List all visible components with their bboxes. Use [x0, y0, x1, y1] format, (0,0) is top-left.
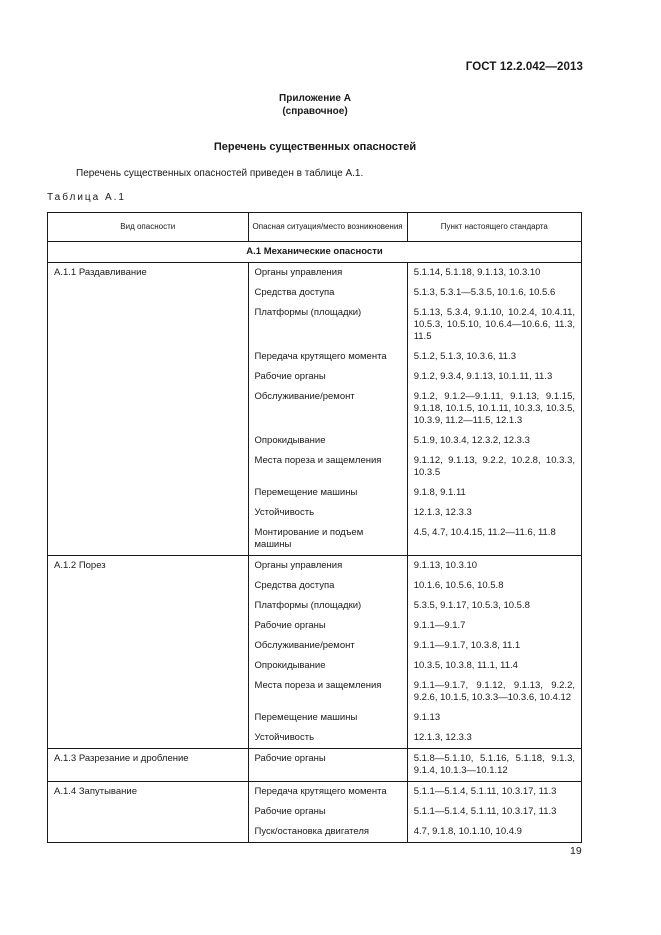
clause-cell: 9.1.1—9.1.7, 9.1.12, 9.1.13, 9.2.2, 9.2.6, 10.1.5, 10.3.3—10.3.6, 10.4.12 — [407, 676, 581, 708]
hazard-type-cell — [48, 636, 249, 656]
situation-cell: Передача крутящего момента — [248, 347, 407, 367]
table-row — [48, 303, 582, 347]
clause-cell: 9.1.13 — [407, 708, 581, 728]
clause-cell: 5.1.1—5.1.4, 5.1.11, 10.3.17, 11.3 — [407, 782, 581, 803]
table-row — [48, 596, 582, 616]
clause-cell: 5.1.3, 5.3.1—5.3.5, 10.1.6, 10.5.6 — [407, 283, 581, 303]
section-row — [48, 242, 582, 263]
standard-number: ГОСТ 12.2.042—2013 — [465, 61, 583, 73]
clause-cell: 5.1.9, 10.3.4, 12.3.2, 12.3.3 — [407, 431, 581, 451]
hazard-type-cell — [48, 303, 249, 347]
situation-cell: Опрокидывание — [248, 656, 407, 676]
clause-cell: 5.1.14, 5.1.18, 9.1.13, 10.3.10 — [407, 263, 581, 284]
table-row — [48, 802, 582, 822]
hazard-type-cell — [48, 676, 249, 708]
header-situation: Опасная ситуация/место возникновения — [248, 213, 407, 242]
situation-cell: Места пореза и защемления — [248, 676, 407, 708]
hazard-type-cell — [48, 523, 249, 556]
clause-cell: 5.1.13, 5.3.4, 9.1.10, 10.2.4, 10.4.11, 10.5.3, 10.5.10, 10.6.4—10.6.6, 11.3, 11.5 — [407, 303, 581, 347]
table-label: Таблица А.1 — [47, 192, 126, 203]
situation-cell: Органы управления — [248, 263, 407, 284]
table-row — [48, 576, 582, 596]
hazard-type-cell: А.1.1 Раздавливание — [48, 263, 249, 284]
table-row — [48, 283, 582, 303]
hazard-type-cell — [48, 616, 249, 636]
situation-cell: Пуск/остановка двигателя — [248, 822, 407, 843]
table-row — [48, 483, 582, 503]
clause-cell: 5.3.5, 9.1.17, 10.5.3, 10.5.8 — [407, 596, 581, 616]
hazard-type-cell — [48, 576, 249, 596]
hazard-type-cell: А.1.4 Запутывание — [48, 782, 249, 803]
table-row — [48, 367, 582, 387]
table-row — [48, 636, 582, 656]
clause-cell: 4.5, 4.7, 10.4.15, 11.2—11.6, 11.8 — [407, 523, 581, 556]
situation-cell: Рабочие органы — [248, 616, 407, 636]
table-row — [48, 263, 582, 284]
table-row — [48, 556, 582, 577]
table-row — [48, 347, 582, 367]
situation-cell: Рабочие органы — [248, 802, 407, 822]
table-row — [48, 676, 582, 708]
table-row — [48, 728, 582, 749]
clause-cell: 9.1.8, 9.1.11 — [407, 483, 581, 503]
table-row — [48, 503, 582, 523]
situation-cell: Рабочие органы — [248, 749, 407, 782]
situation-cell: Обслуживание/ремонт — [248, 636, 407, 656]
hazard-type-cell — [48, 367, 249, 387]
appendix-heading — [0, 92, 630, 118]
table-row — [48, 782, 582, 803]
appendix-title: Приложение А — [279, 93, 351, 104]
situation-cell: Передача крутящего момента — [248, 782, 407, 803]
hazard-type-cell — [48, 802, 249, 822]
table-row — [48, 749, 582, 782]
clause-cell: 9.1.1—9.1.7 — [407, 616, 581, 636]
hazard-type-cell — [48, 387, 249, 431]
clause-cell: 9.1.2, 9.1.2—9.1.11, 9.1.13, 9.1.15, 9.1.18, 10.1.5, 10.1.11, 10.3.3, 10.3.5, 10.3.9, 11.2—11.5, 12.1.3 — [407, 387, 581, 431]
hazard-type-cell: А.1.2 Порез — [48, 556, 249, 577]
clause-cell: 4.7, 9.1.8, 10.1.10, 10.4.9 — [407, 822, 581, 843]
header-hazard-type: Вид опасности — [48, 213, 249, 242]
table-row — [48, 431, 582, 451]
hazard-type-cell — [48, 503, 249, 523]
clause-cell: 9.1.1—9.1.7, 10.3.8, 11.1 — [407, 636, 581, 656]
hazard-type-cell — [48, 728, 249, 749]
header-clause: Пункт настоящего стандарта — [407, 213, 581, 242]
clause-cell: 12.1.3, 12.3.3 — [407, 503, 581, 523]
section-label: А.1 Механические опасности — [48, 242, 582, 263]
table-body — [48, 242, 582, 843]
situation-cell: Устойчивость — [248, 728, 407, 749]
hazard-type-cell — [48, 483, 249, 503]
clause-cell: 5.1.8—5.1.10, 5.1.16, 5.1.18, 9.1.3, 9.1.4, 10.1.3—10.1.12 — [407, 749, 581, 782]
table-row — [48, 451, 582, 483]
page-number: 19 — [570, 845, 582, 857]
table-row — [48, 616, 582, 636]
table-row — [48, 523, 582, 556]
situation-cell: Места пореза и защемления — [248, 451, 407, 483]
table-row — [48, 822, 582, 843]
situation-cell: Перемещение машины — [248, 708, 407, 728]
table-row — [48, 708, 582, 728]
clause-cell: 5.1.2, 5.1.3, 10.3.6, 11.3 — [407, 347, 581, 367]
hazard-type-cell — [48, 347, 249, 367]
clause-cell: 10.1.6, 10.5.6, 10.5.8 — [407, 576, 581, 596]
hazard-type-cell — [48, 822, 249, 843]
table-row — [48, 656, 582, 676]
table-row — [48, 387, 582, 431]
situation-cell: Перемещение машины — [248, 483, 407, 503]
hazard-type-cell — [48, 451, 249, 483]
situation-cell: Монтирование и подъем машины — [248, 523, 407, 556]
hazard-table — [47, 212, 582, 843]
hazard-type-cell: А.1.3 Разрезание и дробление — [48, 749, 249, 782]
clause-cell: 5.1.1—5.1.4, 5.1.11, 10.3.17, 11.3 — [407, 802, 581, 822]
table-header-row — [48, 213, 582, 242]
intro-paragraph: Перечень существенных опасностей приведен в таблице А.1. — [76, 168, 364, 179]
hazard-type-cell — [48, 596, 249, 616]
situation-cell: Органы управления — [248, 556, 407, 577]
section-title: Перечень существенных опасностей — [213, 141, 417, 153]
clause-cell: 9.1.12, 9.1.13, 9.2.2, 10.2.8, 10.3.3, 10.3.5 — [407, 451, 581, 483]
situation-cell: Обслуживание/ремонт — [248, 387, 407, 431]
situation-cell: Опрокидывание — [248, 431, 407, 451]
situation-cell: Рабочие органы — [248, 367, 407, 387]
clause-cell: 10.3.5, 10.3.8, 11.1, 11.4 — [407, 656, 581, 676]
situation-cell: Средства доступа — [248, 576, 407, 596]
clause-cell: 9.1.13, 10.3.10 — [407, 556, 581, 577]
situation-cell: Средства доступа — [248, 283, 407, 303]
clause-cell: 9.1.2, 9.3.4, 9.1.13, 10.1.11, 11.3 — [407, 367, 581, 387]
situation-cell: Платформы (площадки) — [248, 303, 407, 347]
appendix-subtitle: (справочное) — [282, 106, 348, 117]
hazard-type-cell — [48, 283, 249, 303]
hazard-type-cell — [48, 708, 249, 728]
situation-cell: Платформы (площадки) — [248, 596, 407, 616]
hazard-type-cell — [48, 431, 249, 451]
hazard-type-cell — [48, 656, 249, 676]
situation-cell: Устойчивость — [248, 503, 407, 523]
clause-cell: 12.1.3, 12.3.3 — [407, 728, 581, 749]
